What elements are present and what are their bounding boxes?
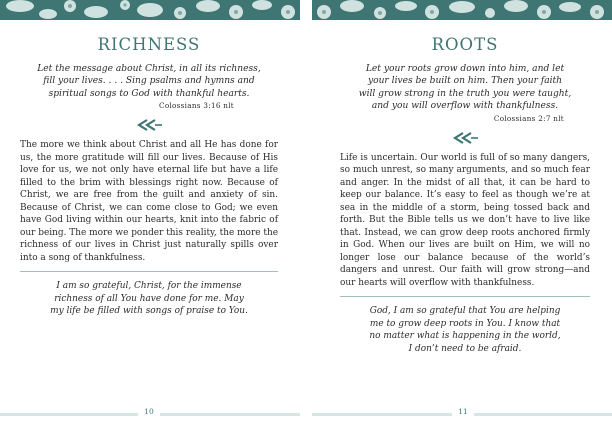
floral-pattern-icon	[0, 0, 300, 20]
right-footer	[312, 407, 612, 419]
prayer-line: I don’t need to be afraid.	[408, 343, 522, 354]
left-page	[20, 20, 278, 432]
page-title: RICHNESS	[97, 35, 201, 54]
divider	[340, 296, 590, 297]
book-spine	[300, 0, 312, 432]
divider	[20, 271, 278, 272]
page-number: 11	[458, 407, 468, 416]
verse-line: spiritual songs to God with thankful hearts.	[48, 88, 250, 99]
footer-rule	[312, 413, 452, 416]
prayer-line: no matter what is happening in the world,	[369, 331, 561, 342]
page-title: ROOTS	[431, 35, 499, 54]
verse-reference: Colossians 3:16 nlt	[159, 101, 234, 111]
prayer-line: I am so grateful, Christ, for the immense	[56, 281, 242, 292]
verse-reference: Colossians 2:7 nlt	[493, 113, 564, 123]
verse-line: fill your lives. . . . Sing psalms and hymns and	[43, 76, 255, 87]
floral-banner-left	[0, 0, 300, 20]
verse-line: your lives be built on him. Then your faith	[367, 76, 563, 87]
double-chevron-left-icon	[135, 119, 163, 131]
page-number: 10	[144, 407, 154, 416]
prayer	[340, 305, 590, 355]
prayer-line: my life be filled with songs of praise to You.	[50, 306, 248, 317]
floral-banner-right	[312, 0, 612, 20]
right-page	[340, 20, 590, 432]
footer-rule	[0, 413, 138, 416]
verse-line: and you will overflow with thankfulness.	[371, 101, 559, 112]
footer-rule	[160, 413, 300, 416]
prayer	[20, 280, 278, 318]
footer-rule	[474, 413, 612, 416]
left-footer	[0, 407, 300, 419]
verse-line: Let your roots grow down into him, and let	[365, 64, 565, 74]
scripture-verse	[20, 63, 278, 100]
verse-line: Let the message about Christ, in all its richness,	[37, 64, 261, 74]
verse-line: will grow strong in the truth you were taught,	[358, 88, 572, 99]
devotional-body: Life is uncertain. Our world is full of so many dangers, so much unrest, so many arguments, and so much fear and anger. In the midst of all that, it can be hard to keep our balance. It’s easy to feel as though we’re at sea in the middle of a storm, being tossed back and forth. But the Bible tells us we don’t have to live like that. Instead, we can grow deep roots anchored firmly in God. When our lives are built on Him, we will no longer lose our balance because of the world’s dangers and unrest. Our faith will grow strong—and our hearts will overflow with thankfulness.	[340, 152, 590, 288]
prayer-line: richness of all You have done for me. May	[54, 293, 244, 304]
devotional-body: The more we think about Christ and all He has done for us, the more gratitude will fill our lives. Because of His love for us, we not only have eternal life but have a life filled to the brim with blessings right now. Because of Christ, we are free from the guilt and anxiety of sin. Because of Christ, we can come close to God; we even have God living within our hearts, knit into the fabric of our being. The more we ponder this reality, the more the richness of our lives in Christ just naturally spills over into a song of thankfulness.	[20, 140, 278, 263]
prayer-line: God, I am so grateful that You are helping	[369, 306, 561, 317]
prayer-line: me to grow deep roots in You. I know that	[369, 318, 561, 329]
scripture-verse	[340, 63, 590, 113]
double-chevron-left-icon	[451, 132, 479, 144]
floral-pattern-icon	[312, 0, 612, 20]
